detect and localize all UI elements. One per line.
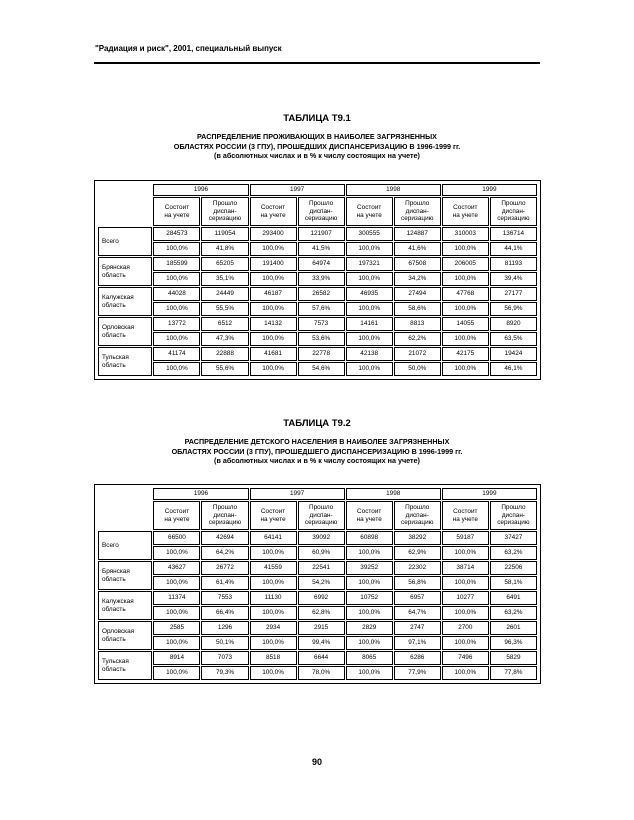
year-header-row (98, 184, 537, 196)
col-header-registered: Состоит на учете (153, 197, 200, 226)
table-row (98, 621, 537, 635)
table-title: ТАБЛИЦА Т9.2 (283, 418, 351, 429)
pct-value-cell: 100,0% (153, 332, 200, 346)
abs-value-cell: 26582 (298, 287, 345, 301)
abs-value-cell: 65205 (201, 257, 248, 271)
abs-value-cell: 6512 (201, 317, 248, 331)
pct-value-cell: 41,5% (298, 242, 345, 256)
pct-value-cell: 50,1% (201, 636, 248, 650)
col-header-registered: Состоит на учете (442, 501, 489, 530)
abs-value-cell: 38714 (442, 561, 489, 575)
pct-value-cell: 100,0% (442, 362, 489, 376)
abs-value-cell: 197321 (346, 257, 393, 271)
pct-value-cell: 100,0% (346, 576, 393, 590)
abs-value-cell: 191400 (250, 257, 297, 271)
column-header-row (98, 501, 537, 530)
year-header: 1997 (250, 488, 345, 500)
abs-value-cell: 7073 (201, 651, 248, 665)
pct-value-cell: 55,5% (201, 302, 248, 316)
abs-value-cell: 42175 (442, 347, 489, 361)
pct-value-cell: 100,0% (442, 332, 489, 346)
table-row (98, 317, 537, 331)
abs-value-cell: 27494 (394, 287, 441, 301)
pct-value-cell: 44,1% (490, 242, 537, 256)
pct-value-cell: 62,2% (394, 332, 441, 346)
abs-value-cell: 60898 (346, 531, 393, 545)
pct-value-cell: 46,1% (490, 362, 537, 376)
abs-value-cell: 41174 (153, 347, 200, 361)
pct-value-cell: 100,0% (346, 302, 393, 316)
table-row (98, 546, 537, 560)
abs-value-cell: 21072 (394, 347, 441, 361)
abs-value-cell: 11374 (153, 591, 200, 605)
pct-value-cell: 33,9% (298, 272, 345, 286)
abs-value-cell: 14161 (346, 317, 393, 331)
pct-value-cell: 100,0% (250, 636, 297, 650)
col-header-registered: Состоит на учете (250, 197, 297, 226)
table-subtitle (94, 437, 540, 466)
pct-value-cell: 34,2% (394, 272, 441, 286)
year-header: 1996 (153, 184, 248, 196)
abs-value-cell: 46187 (250, 287, 297, 301)
pct-value-cell: 100,0% (442, 302, 489, 316)
row-label: Орловская область (98, 317, 152, 346)
table-1-frame (94, 180, 541, 380)
col-header-screened: Прошло диспан- серизацию (490, 501, 537, 530)
table-2-frame (94, 484, 541, 684)
abs-value-cell: 8914 (153, 651, 200, 665)
pct-value-cell: 100,0% (153, 242, 200, 256)
abs-value-cell: 11130 (250, 591, 297, 605)
table-row (98, 606, 537, 620)
pct-value-cell: 100,0% (346, 606, 393, 620)
abs-value-cell: 1296 (201, 621, 248, 635)
pct-value-cell: 100,0% (250, 272, 297, 286)
pct-value-cell: 100,0% (346, 362, 393, 376)
pct-value-cell: 100,0% (153, 546, 200, 560)
subtitle-line: ОБЛАСТЯХ РОССИИ (3 ГПУ), ПРОШЕДШЕГО ДИСПАНСЕРИЗАЦИЮ В 1996-1999 гг. (171, 446, 463, 456)
subtitle-line: РАСПРЕДЕЛЕНИЕ ПРОЖИВАЮЩИХ В НАИБОЛЕЕ ЗАГРЯЗНЕННЫХ (197, 132, 437, 141)
pct-value-cell: 39,4% (490, 272, 537, 286)
pct-value-cell: 64,2% (201, 546, 248, 560)
pct-value-cell: 100,0% (346, 242, 393, 256)
abs-value-cell: 2700 (442, 621, 489, 635)
abs-value-cell: 5829 (490, 651, 537, 665)
pct-value-cell: 57,6% (298, 302, 345, 316)
abs-value-cell: 6957 (394, 591, 441, 605)
pct-value-cell: 63,2% (490, 546, 537, 560)
abs-value-cell: 2585 (153, 621, 200, 635)
abs-value-cell: 14132 (250, 317, 297, 331)
abs-value-cell: 59187 (442, 531, 489, 545)
row-label: Всего (98, 531, 152, 560)
year-header: 1998 (346, 184, 441, 196)
abs-value-cell: 284573 (153, 227, 200, 241)
year-header: 1999 (442, 184, 537, 196)
col-header-screened: Прошло диспан- серизацию (201, 501, 248, 530)
abs-value-cell: 67508 (394, 257, 441, 271)
abs-value-cell: 300555 (346, 227, 393, 241)
pct-value-cell: 61,4% (201, 576, 248, 590)
year-header: 1998 (346, 488, 441, 500)
pct-value-cell: 62,8% (298, 606, 345, 620)
abs-value-cell: 310003 (442, 227, 489, 241)
pct-value-cell: 100,0% (153, 606, 200, 620)
abs-value-cell: 24449 (201, 287, 248, 301)
abs-value-cell: 37427 (490, 531, 537, 545)
table-row (98, 666, 537, 680)
abs-value-cell: 206005 (442, 257, 489, 271)
table-row (98, 561, 537, 575)
data-table-2 (97, 487, 538, 681)
abs-value-cell: 2829 (346, 621, 393, 635)
abs-value-cell: 41559 (250, 561, 297, 575)
abs-value-cell: 6491 (490, 591, 537, 605)
table-row (98, 636, 537, 650)
col-header-screened: Прошло диспан- серизацию (490, 197, 537, 226)
col-header-registered: Состоит на учете (442, 197, 489, 226)
page-number: 90 (311, 757, 322, 767)
row-label: Орловская область (98, 621, 152, 650)
row-label: Брянская область (98, 561, 152, 590)
table-2-heading (94, 418, 540, 466)
pct-value-cell: 62,9% (394, 546, 441, 560)
abs-value-cell: 81193 (490, 257, 537, 271)
abs-value-cell: 2934 (250, 621, 297, 635)
abs-value-cell: 38292 (394, 531, 441, 545)
header-rule (94, 62, 540, 64)
col-header-registered: Состоит на учете (250, 501, 297, 530)
pct-value-cell: 100,0% (250, 242, 297, 256)
abs-value-cell: 6992 (298, 591, 345, 605)
pct-value-cell: 100,0% (346, 332, 393, 346)
table-row (98, 531, 537, 545)
abs-value-cell: 6644 (298, 651, 345, 665)
abs-value-cell: 293400 (250, 227, 297, 241)
pct-value-cell: 53,6% (298, 332, 345, 346)
pct-value-cell: 47,3% (201, 332, 248, 346)
abs-value-cell: 14055 (442, 317, 489, 331)
col-header-screened: Прошло диспан- серизацию (298, 197, 345, 226)
pct-value-cell: 100,0% (346, 272, 393, 286)
abs-value-cell: 47768 (442, 287, 489, 301)
pct-value-cell: 100,0% (442, 606, 489, 620)
row-label: Калужская область (98, 591, 152, 620)
abs-value-cell: 121907 (298, 227, 345, 241)
pct-value-cell: 100,0% (153, 302, 200, 316)
table-row (98, 591, 537, 605)
abs-value-cell: 119054 (201, 227, 248, 241)
col-header-registered: Состоит на учете (153, 501, 200, 530)
pct-value-cell: 50,0% (394, 362, 441, 376)
table-title: ТАБЛИЦА Т9.1 (283, 113, 351, 124)
subtitle-line: РАСПРЕДЕЛЕНИЕ ДЕТСКОГО НАСЕЛЕНИЯ В НАИБОЛЕЕ ЗАГРЯЗНЕННЫХ (184, 437, 450, 446)
table-1-heading (94, 113, 540, 161)
pct-value-cell: 100,0% (153, 272, 200, 286)
table-row (98, 257, 537, 271)
row-label: Всего (98, 227, 152, 256)
abs-value-cell: 10277 (442, 591, 489, 605)
col-header-screened: Прошло диспан- серизацию (298, 501, 345, 530)
abs-value-cell: 22888 (201, 347, 248, 361)
row-label: Калужская область (98, 287, 152, 316)
pct-value-cell: 99,4% (298, 636, 345, 650)
abs-value-cell: 8920 (490, 317, 537, 331)
pct-value-cell: 100,0% (250, 576, 297, 590)
abs-value-cell: 7496 (442, 651, 489, 665)
table-row (98, 227, 537, 241)
running-header: "Радиация и риск", 2001, специальный выпуск (95, 44, 282, 53)
abs-value-cell: 39092 (298, 531, 345, 545)
abs-value-cell: 2915 (298, 621, 345, 635)
pct-value-cell: 100,0% (153, 666, 200, 680)
abs-value-cell: 8065 (346, 651, 393, 665)
pct-value-cell: 100,0% (250, 332, 297, 346)
abs-value-cell: 64141 (250, 531, 297, 545)
pct-value-cell: 100,0% (250, 362, 297, 376)
pct-value-cell: 35,1% (201, 272, 248, 286)
pct-value-cell: 63,2% (490, 606, 537, 620)
pct-value-cell: 58,6% (394, 302, 441, 316)
col-header-screened: Прошло диспан- серизацию (394, 197, 441, 226)
col-header-registered: Состоит на учете (346, 501, 393, 530)
abs-value-cell: 42694 (201, 531, 248, 545)
pct-value-cell: 60,9% (298, 546, 345, 560)
abs-value-cell: 26772 (201, 561, 248, 575)
abs-value-cell: 7573 (298, 317, 345, 331)
table-row (98, 242, 537, 256)
table-subtitle (94, 132, 540, 161)
abs-value-cell: 13772 (153, 317, 200, 331)
pct-value-cell: 100,0% (250, 606, 297, 620)
abs-value-cell: 7553 (201, 591, 248, 605)
col-header-registered: Состоит на учете (346, 197, 393, 226)
abs-value-cell: 66500 (153, 531, 200, 545)
abs-value-cell: 22541 (298, 561, 345, 575)
pct-value-cell: 97,1% (394, 636, 441, 650)
column-header-row (98, 197, 537, 226)
abs-value-cell: 64974 (298, 257, 345, 271)
year-header: 1999 (442, 488, 537, 500)
subtitle-line: ОБЛАСТЯХ РОССИИ (3 ГПУ), ПРОШЕДШИХ ДИСПАНСЕРИЗАЦИЮ В 1996-1999 гг. (173, 141, 461, 151)
pct-value-cell: 56,8% (394, 576, 441, 590)
pct-value-cell: 77,8% (490, 666, 537, 680)
pct-value-cell: 100,0% (442, 666, 489, 680)
pct-value-cell: 100,0% (442, 636, 489, 650)
table-row (98, 287, 537, 301)
abs-value-cell: 185599 (153, 257, 200, 271)
pct-value-cell: 100,0% (153, 576, 200, 590)
abs-value-cell: 46935 (346, 287, 393, 301)
pct-value-cell: 100,0% (442, 242, 489, 256)
pct-value-cell: 64,7% (394, 606, 441, 620)
pct-value-cell: 100,0% (442, 546, 489, 560)
abs-value-cell: 22778 (298, 347, 345, 361)
abs-value-cell: 22506 (490, 561, 537, 575)
abs-value-cell: 43627 (153, 561, 200, 575)
pct-value-cell: 100,0% (250, 546, 297, 560)
corner-blank-cell (98, 184, 152, 226)
col-header-screened: Прошло диспан- серизацию (201, 197, 248, 226)
pct-value-cell: 100,0% (153, 362, 200, 376)
col-header-screened: Прошло диспан- серизацию (394, 501, 441, 530)
pct-value-cell: 100,0% (346, 636, 393, 650)
year-header: 1997 (250, 184, 345, 196)
abs-value-cell: 8518 (250, 651, 297, 665)
abs-value-cell: 2747 (394, 621, 441, 635)
table-row (98, 347, 537, 361)
abs-value-cell: 41681 (250, 347, 297, 361)
abs-value-cell: 124887 (394, 227, 441, 241)
abs-value-cell: 27177 (490, 287, 537, 301)
row-label: Тульская область (98, 347, 152, 376)
pct-value-cell: 100,0% (153, 636, 200, 650)
abs-value-cell: 19424 (490, 347, 537, 361)
corner-blank-cell (98, 488, 152, 530)
pct-value-cell: 54,2% (298, 576, 345, 590)
pct-value-cell: 100,0% (250, 666, 297, 680)
subtitle-line: (в абсолютных числах и в % к числу состоящих на учете) (214, 456, 420, 465)
pct-value-cell: 78,0% (298, 666, 345, 680)
pct-value-cell: 96,3% (490, 636, 537, 650)
pct-value-cell: 41,6% (394, 242, 441, 256)
subtitle-line: (в абсолютных числах и в % к числу состоящих на учете) (214, 151, 420, 160)
pct-value-cell: 100,0% (346, 546, 393, 560)
table-row (98, 362, 537, 376)
row-label: Брянская область (98, 257, 152, 286)
pct-value-cell: 100,0% (442, 576, 489, 590)
year-header-row (98, 488, 537, 500)
pct-value-cell: 66,4% (201, 606, 248, 620)
table-row (98, 576, 537, 590)
abs-value-cell: 2601 (490, 621, 537, 635)
abs-value-cell: 8813 (394, 317, 441, 331)
abs-value-cell: 39252 (346, 561, 393, 575)
pct-value-cell: 54,6% (298, 362, 345, 376)
abs-value-cell: 10752 (346, 591, 393, 605)
abs-value-cell: 42138 (346, 347, 393, 361)
abs-value-cell: 6286 (394, 651, 441, 665)
table-row (98, 332, 537, 346)
abs-value-cell: 136714 (490, 227, 537, 241)
abs-value-cell: 44028 (153, 287, 200, 301)
pct-value-cell: 58,1% (490, 576, 537, 590)
pct-value-cell: 100,0% (442, 272, 489, 286)
data-table-1 (97, 183, 538, 377)
table-row (98, 272, 537, 286)
pct-value-cell: 63,5% (490, 332, 537, 346)
pct-value-cell: 41,8% (201, 242, 248, 256)
abs-value-cell: 22302 (394, 561, 441, 575)
year-header: 1996 (153, 488, 248, 500)
row-label: Тульская область (98, 651, 152, 680)
pct-value-cell: 55,6% (201, 362, 248, 376)
table-row (98, 302, 537, 316)
pct-value-cell: 77,9% (394, 666, 441, 680)
pct-value-cell: 79,3% (201, 666, 248, 680)
pct-value-cell: 100,0% (250, 302, 297, 316)
pct-value-cell: 56,9% (490, 302, 537, 316)
table-row (98, 651, 537, 665)
pct-value-cell: 100,0% (346, 666, 393, 680)
